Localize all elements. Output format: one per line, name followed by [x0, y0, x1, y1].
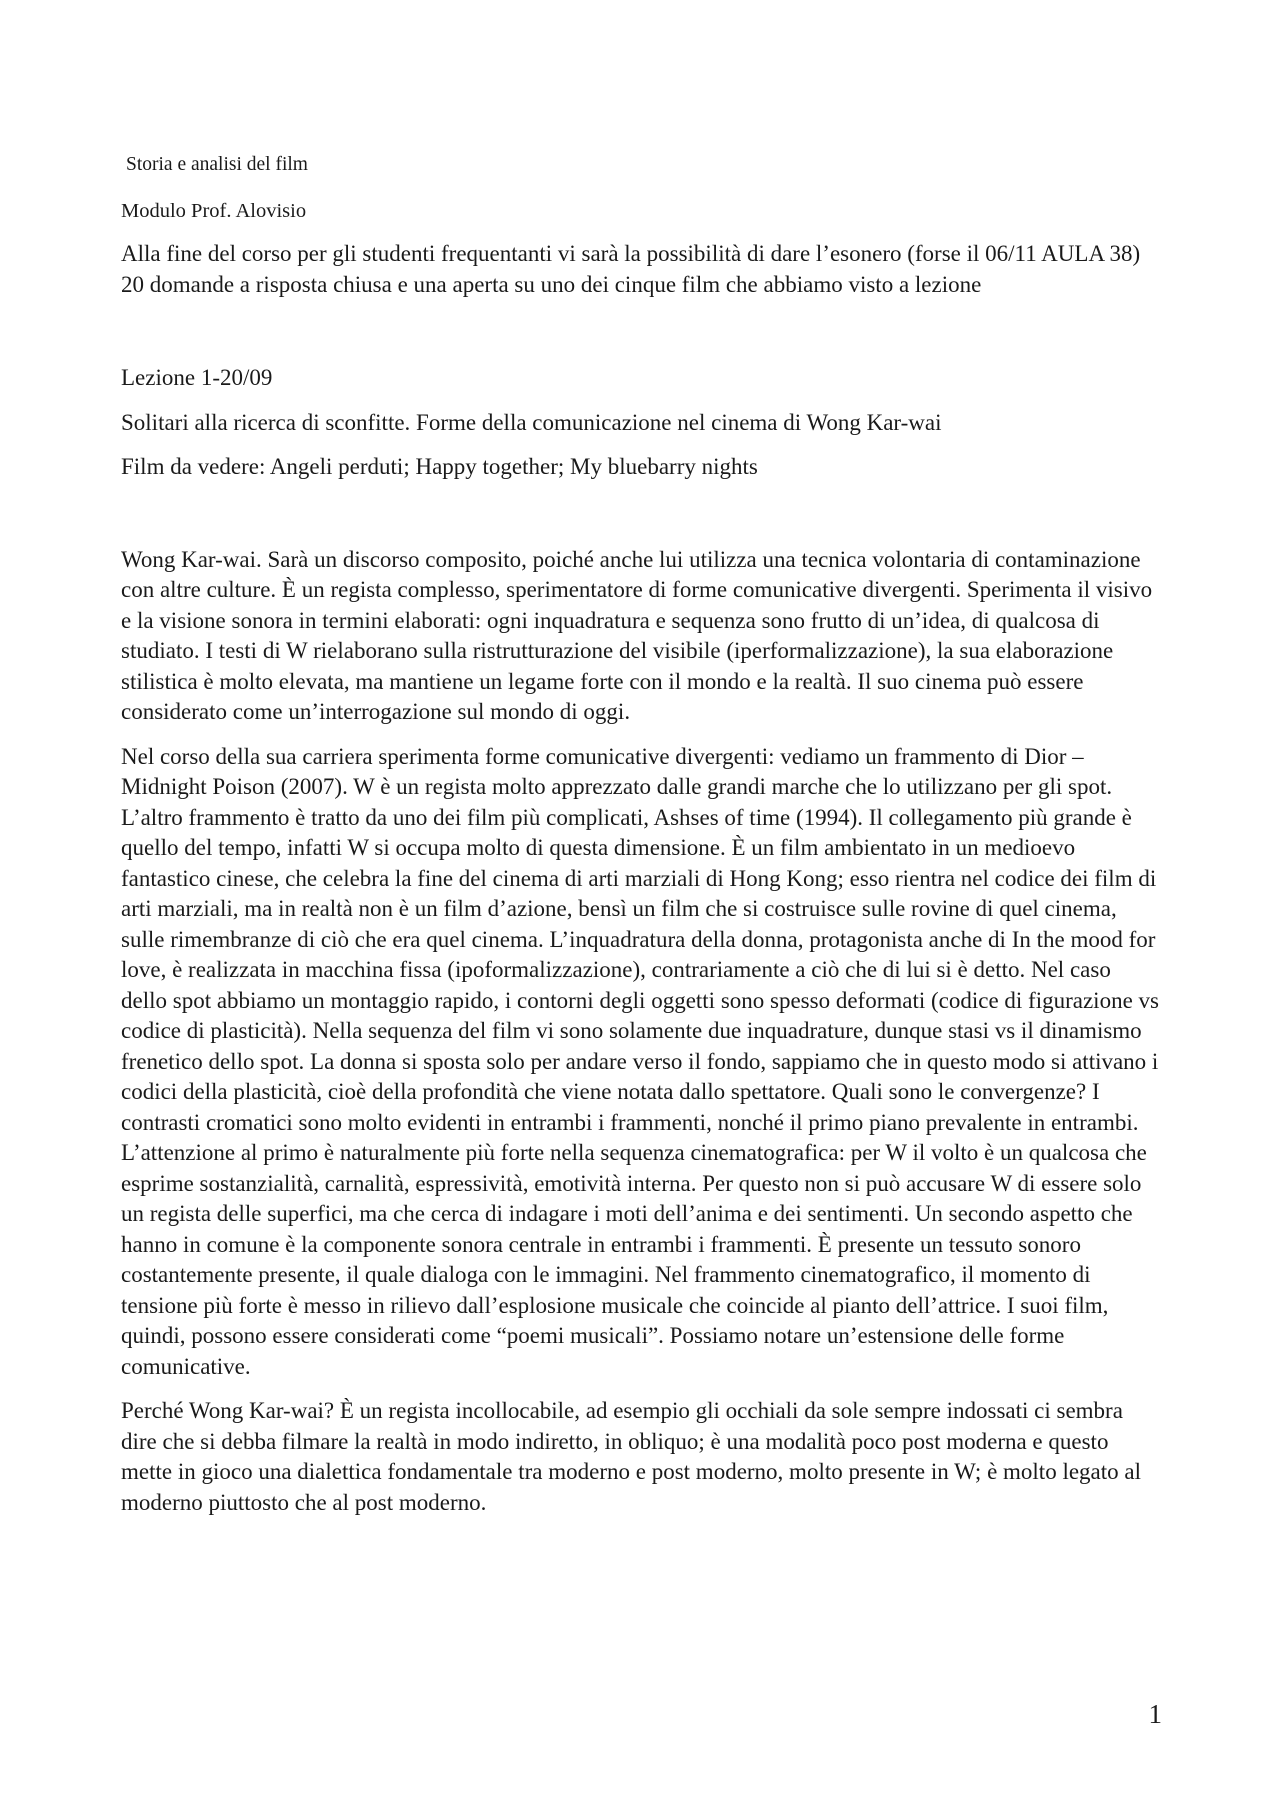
- films-to-watch: Film da vedere: Angeli perduti; Happy together; My bluebarry nights: [121, 454, 758, 479]
- lesson-title: Solitari alla ricerca di sconfitte. Forme della comunicazione nel cinema di Wong Kar-wai: [121, 409, 942, 435]
- page-content: [121, 150, 1161, 1532]
- page-number: 1: [1148, 1699, 1162, 1729]
- body-paragraph: Wong Kar-wai. Sarà un discorso composito, poiché anche lui utilizza una tecnica volontaria di contaminazione con altre culture. È un regista complesso, sperimentatore di forme comunicative divergenti. Sperimenta il visivo e la visione sonora in termini elaborati: ogni inquadratura e sequenza sono frutto di un’idea, di qualcosa di studiato. I testi di W rielaborano sulla ristrutturazione del visibile (iperformalizzazione), la sua elaborazione stilistica è molto elevata, ma mantiene un legame forte con il mondo e la realtà. Il suo cinema può essere considerato come un’interrogazione sul mondo di oggi.: [121, 546, 1153, 724]
- lesson-number: Lezione 1-20/09: [121, 365, 273, 390]
- exam-note-paragraph: Alla fine del corso per gli studenti frequentanti vi sarà la possibilità di dare l’esonero (forse il 06/11 AULA 38) 20 domande a risposta chiusa e una aperta su uno dei cinque film che abbiamo visto a lezione: [121, 241, 1141, 297]
- module-line: Modulo Prof. Alovisio: [121, 200, 307, 222]
- blank-space: [121, 497, 1161, 545]
- course-title: Storia e analisi del film: [126, 154, 308, 175]
- body-paragraph: Perché Wong Kar-wai? È un regista incollocabile, ad esempio gli occhiali da sole sempre indossati ci sembra dire che si debba filmare la realtà in modo indiretto, in obliquo; è una modalità poco post moderna e questo mette in gioco una dialettica fondamentale tra moderno e post moderno, molto presente in W; è molto legato al moderno piuttosto che al post moderno.: [121, 1398, 1141, 1515]
- blank-space: [121, 314, 1161, 363]
- body-paragraph: Nel corso della sua carriera sperimenta forme comunicative divergenti: vediamo un frammento di Dior – Midnight Poison (2007). W è un regista molto apprezzato dalle grandi marche che lo utilizzano per gli spot. L’altro frammento è tratto da uno dei film più complicati, Ashses of time (1994). Il collegamento più grande è quello del tempo, infatti W si occupa molto di questa dimensione. È un film ambientato in un medioevo fantastico cinese, che celebra la fine del cinema di arti marziali di Hong Kong; esso rientra nel codice dei film di arti marziali, ma in realtà non è un film d’azione, bensì un film che si costruisce sulle rovine di quel cinema, sulle rimembranze di ciò che era quel cinema. L’inquadratura della donna, protagonista anche di In the mood for love, è realizzata in macchina fissa (ipoformalizzazione), contrariamente a ciò che di lui si è detto. Nel caso dello spot abbiamo un montaggio rapido, i contorni degli oggetti sono spesso deformati (codice di figurazione vs codice di plasticità). Nella sequenza del film vi sono solamente due inquadrature, dunque stasi vs il dinamismo frenetico dello spot. La donna si sposta solo per andare verso il fondo, sappiamo che in questo modo si attivano i codici della plasticità, cioè della profondità che viene notata dallo spettatore. Quali sono le convergenze? I contrasti cromatici sono molto evidenti in entrambi i frammenti, nonché il primo piano prevalente in entrambi. L’attenzione al primo è naturalmente più forte nella sequenza cinematografica: per W il volto è un qualcosa che esprime sostanzialità, carnalità, espressività, emotività interna. Per questo non si può accusare W di essere solo un regista delle superfici, ma che cerca di indagare i moti dell’anima e dei sentimenti. Un secondo aspetto che hanno in comune è la componente sonora centrale in entrambi i frammenti. È presente un tessuto sonoro costantemente presente, il quale dialoga con le immagini. Nel frammento cinematografico, il momento di tensione più forte è messo in rilievo dall’esplosione musicale che coincide al pianto dell’attrice. I suoi film, quindi, possono essere considerati come “poemi musicali”. Possiamo notare un’estensione delle forme comunicative.: [121, 743, 1159, 1379]
